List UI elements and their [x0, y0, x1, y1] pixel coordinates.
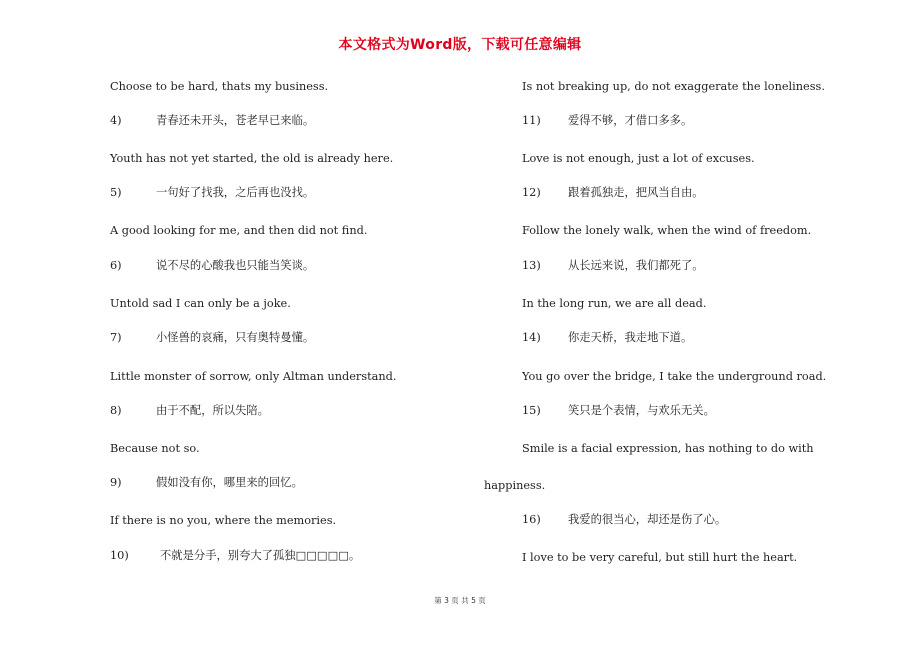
- item-en: Smile is a facial expression, has nothing to do with: [522, 442, 814, 455]
- item-zh: [110, 185, 314, 201]
- item-en: Little monster of sorrow, only Altman understand.: [110, 370, 397, 383]
- item-number: 4): [110, 114, 122, 127]
- item-zh: [110, 113, 314, 129]
- header-banner: 本文格式为Word版，下载可任意编辑: [338, 37, 582, 53]
- item-number: 8): [110, 404, 122, 417]
- item-number: 12): [522, 186, 541, 199]
- item-zh: [522, 113, 692, 129]
- item-chinese: 青春还未开头，苍老早已来临。: [156, 114, 315, 127]
- item-zh: [522, 512, 726, 528]
- item-zh: [110, 548, 360, 564]
- item-zh: [522, 258, 704, 274]
- item-zh: [110, 475, 303, 491]
- item-zh: [522, 185, 704, 201]
- item-number: 10): [110, 549, 129, 562]
- item-zh: [110, 258, 314, 274]
- item-en-continuation: happiness.: [484, 479, 546, 492]
- item-en: Love is not enough, just a lot of excuses.: [522, 152, 755, 165]
- item-chinese: 不就是分手，别夸大了孤独□□□□□。: [160, 549, 361, 562]
- item-number: 6): [110, 259, 122, 272]
- item-zh: [522, 330, 692, 346]
- item-en: I love to be very careful, but still hurt the heart.: [522, 551, 798, 564]
- item-chinese: 笑只是个表情，与欢乐无关。: [568, 404, 715, 417]
- item-number: 15): [522, 404, 541, 417]
- item-chinese: 一句好了找我，之后再也没找。: [156, 186, 315, 199]
- item-zh: [110, 330, 314, 346]
- item-en: Follow the lonely walk, when the wind of freedom.: [522, 224, 812, 237]
- item-chinese: 爱得不够，才借口多多。: [568, 114, 693, 127]
- page-footer: 第 3 页 共 5 页: [434, 596, 486, 605]
- item-chinese: 由于不配，所以失陪。: [156, 404, 269, 417]
- item-en: You go over the bridge, I take the underground road.: [522, 370, 827, 383]
- item-number: 11): [522, 114, 541, 127]
- item-chinese: 小怪兽的哀痛，只有奥特曼懂。: [156, 331, 315, 344]
- item-en: Because not so.: [110, 442, 200, 455]
- item-number: 16): [522, 513, 541, 526]
- item-chinese: 假如没有你，哪里来的回忆。: [156, 476, 303, 489]
- item-number: 7): [110, 331, 122, 344]
- item-chinese: 跟着孤独走，把风当自由。: [568, 186, 704, 199]
- item-zh: [522, 403, 715, 419]
- item-en: In the long run, we are all dead.: [522, 297, 707, 310]
- intro-line: Is not breaking up, do not exaggerate the loneliness.: [522, 80, 825, 93]
- intro-line: Choose to be hard, thats my business.: [110, 80, 329, 93]
- item-zh: [110, 403, 269, 419]
- item-en: A good looking for me, and then did not find.: [110, 224, 368, 237]
- item-chinese: 你走天桥，我走地下道。: [568, 331, 693, 344]
- item-en: If there is no you, where the memories.: [110, 514, 337, 527]
- item-chinese: 从长远来说，我们都死了。: [568, 259, 704, 272]
- item-number: 5): [110, 186, 122, 199]
- item-en: Youth has not yet started, the old is already here.: [110, 152, 394, 165]
- item-number: 14): [522, 331, 541, 344]
- item-number: 13): [522, 259, 541, 272]
- item-number: 9): [110, 476, 122, 489]
- item-chinese: 我爱的很当心，却还是伤了心。: [568, 513, 727, 526]
- item-en: Untold sad I can only be a joke.: [110, 297, 291, 310]
- item-chinese: 说不尽的心酸我也只能当笑谈。: [156, 259, 315, 272]
